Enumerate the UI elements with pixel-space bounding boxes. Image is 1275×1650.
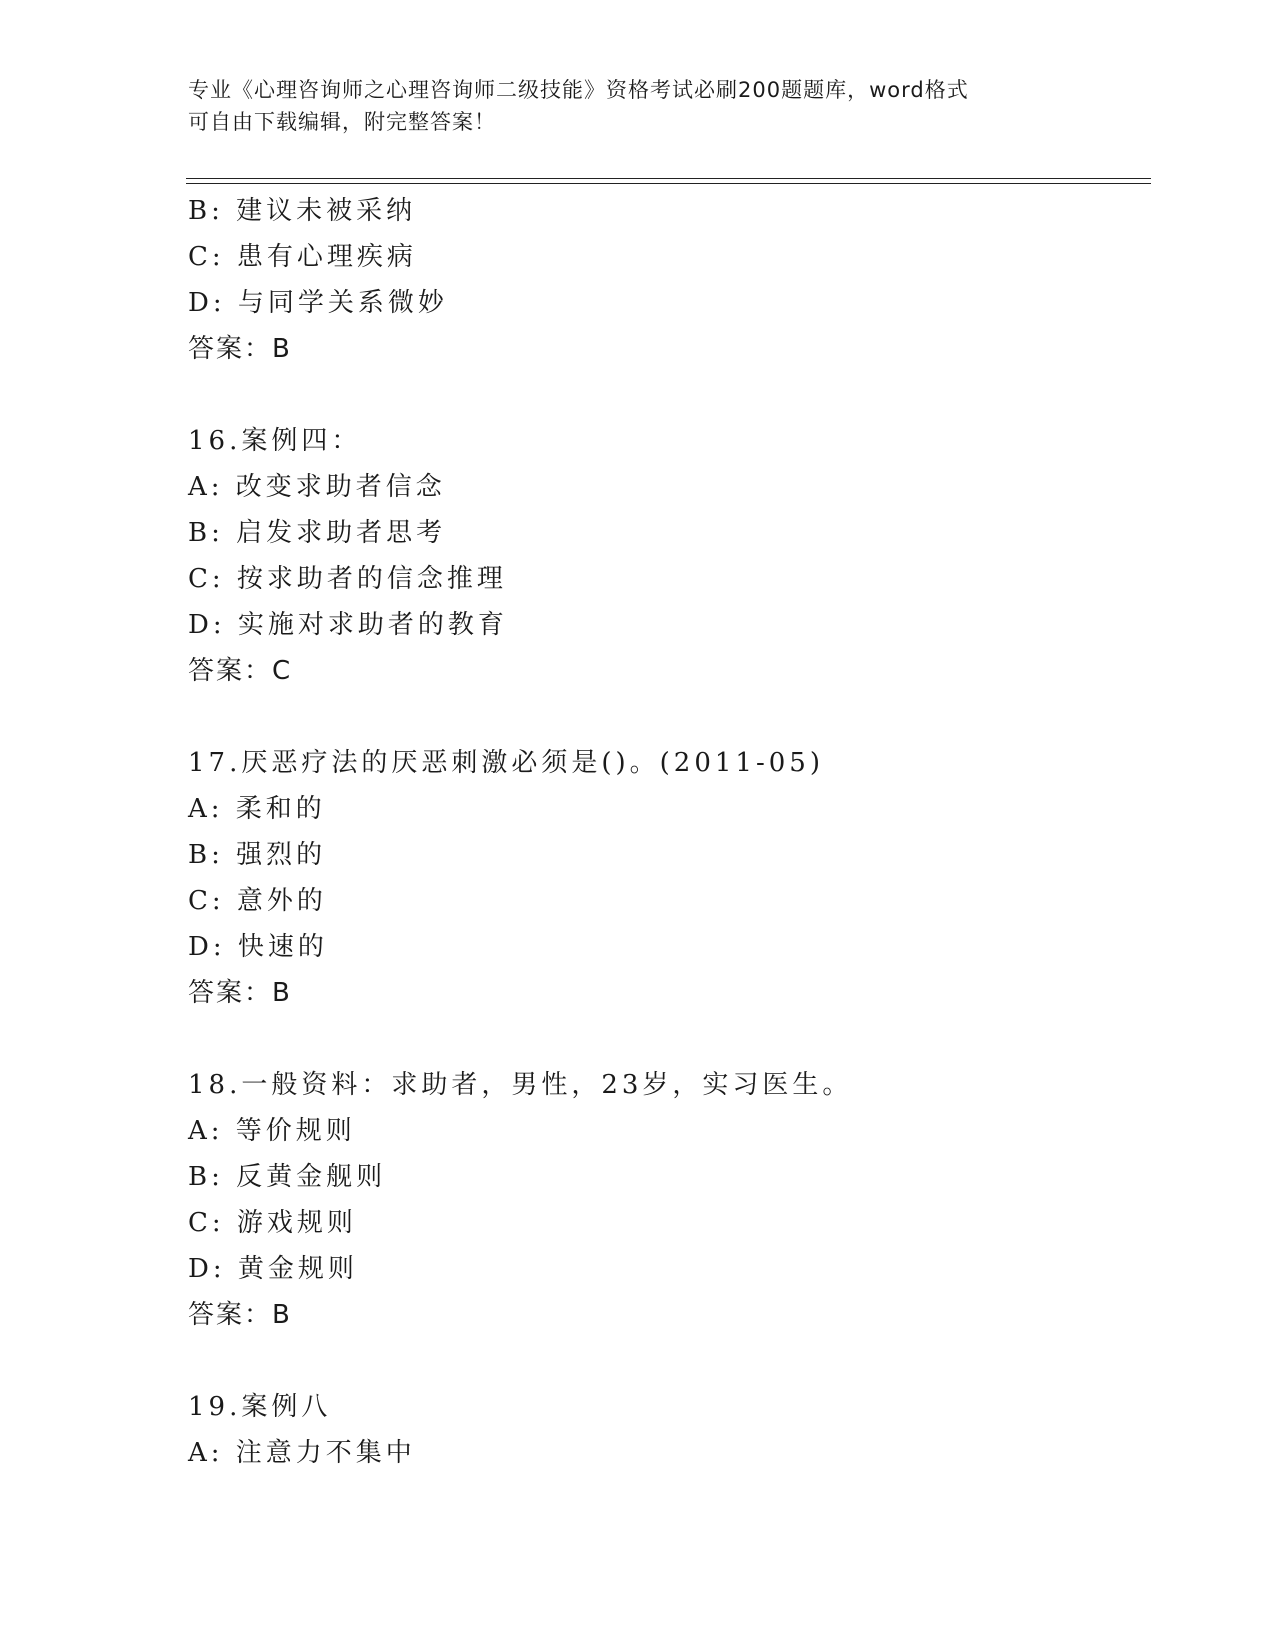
document-header [188, 74, 1088, 138]
option-c: C: 游戏规则 [188, 1208, 357, 1238]
option-d: D: 实施对求助者的教育 [188, 610, 508, 640]
question-18: 18.一般资料：求助者，男性，23岁，实习医生。 [188, 1070, 853, 1100]
option-c: C: 患有心理疾病 [188, 242, 417, 272]
option-c: C: 按求助者的信念推理 [188, 564, 507, 594]
answer-line: 答案：B [188, 978, 292, 1008]
question-17: 17.厌恶疗法的厌恶刺激必须是()。(2011-05) [188, 748, 824, 778]
option-d: D: 黄金规则 [188, 1254, 358, 1284]
option-a: A: 注意力不集中 [188, 1438, 416, 1468]
answer-line: 答案：B [188, 1300, 292, 1330]
option-b: B: 强烈的 [188, 840, 327, 870]
option-a: A: 改变求助者信念 [188, 472, 446, 502]
question-19: 19.案例八 [188, 1392, 332, 1422]
option-a: A: 柔和的 [188, 794, 326, 824]
header-subtitle-line: 可自由下载编辑，附完整答案！ [188, 110, 496, 134]
header-divider-top [186, 178, 1151, 179]
option-d: D: 快速的 [188, 932, 328, 962]
question-16: 16.案例四： [188, 426, 362, 456]
question-list [188, 188, 1148, 1476]
answer-line: 答案：C [188, 656, 293, 686]
option-c: C: 意外的 [188, 886, 327, 916]
option-d: D: 与同学关系微妙 [188, 288, 448, 318]
option-b: B: 反黄金舰则 [188, 1162, 387, 1192]
option-b: B: 建议未被采纳 [188, 196, 417, 226]
option-a: A: 等价规则 [188, 1116, 356, 1146]
header-divider-bottom [186, 183, 1151, 184]
option-b: B: 启发求助者思考 [188, 518, 447, 548]
answer-line: 答案：B [188, 334, 292, 364]
header-title-line: 专业《心理咨询师之心理咨询师二级技能》资格考试必刷200题题库，word格式 [188, 78, 969, 102]
